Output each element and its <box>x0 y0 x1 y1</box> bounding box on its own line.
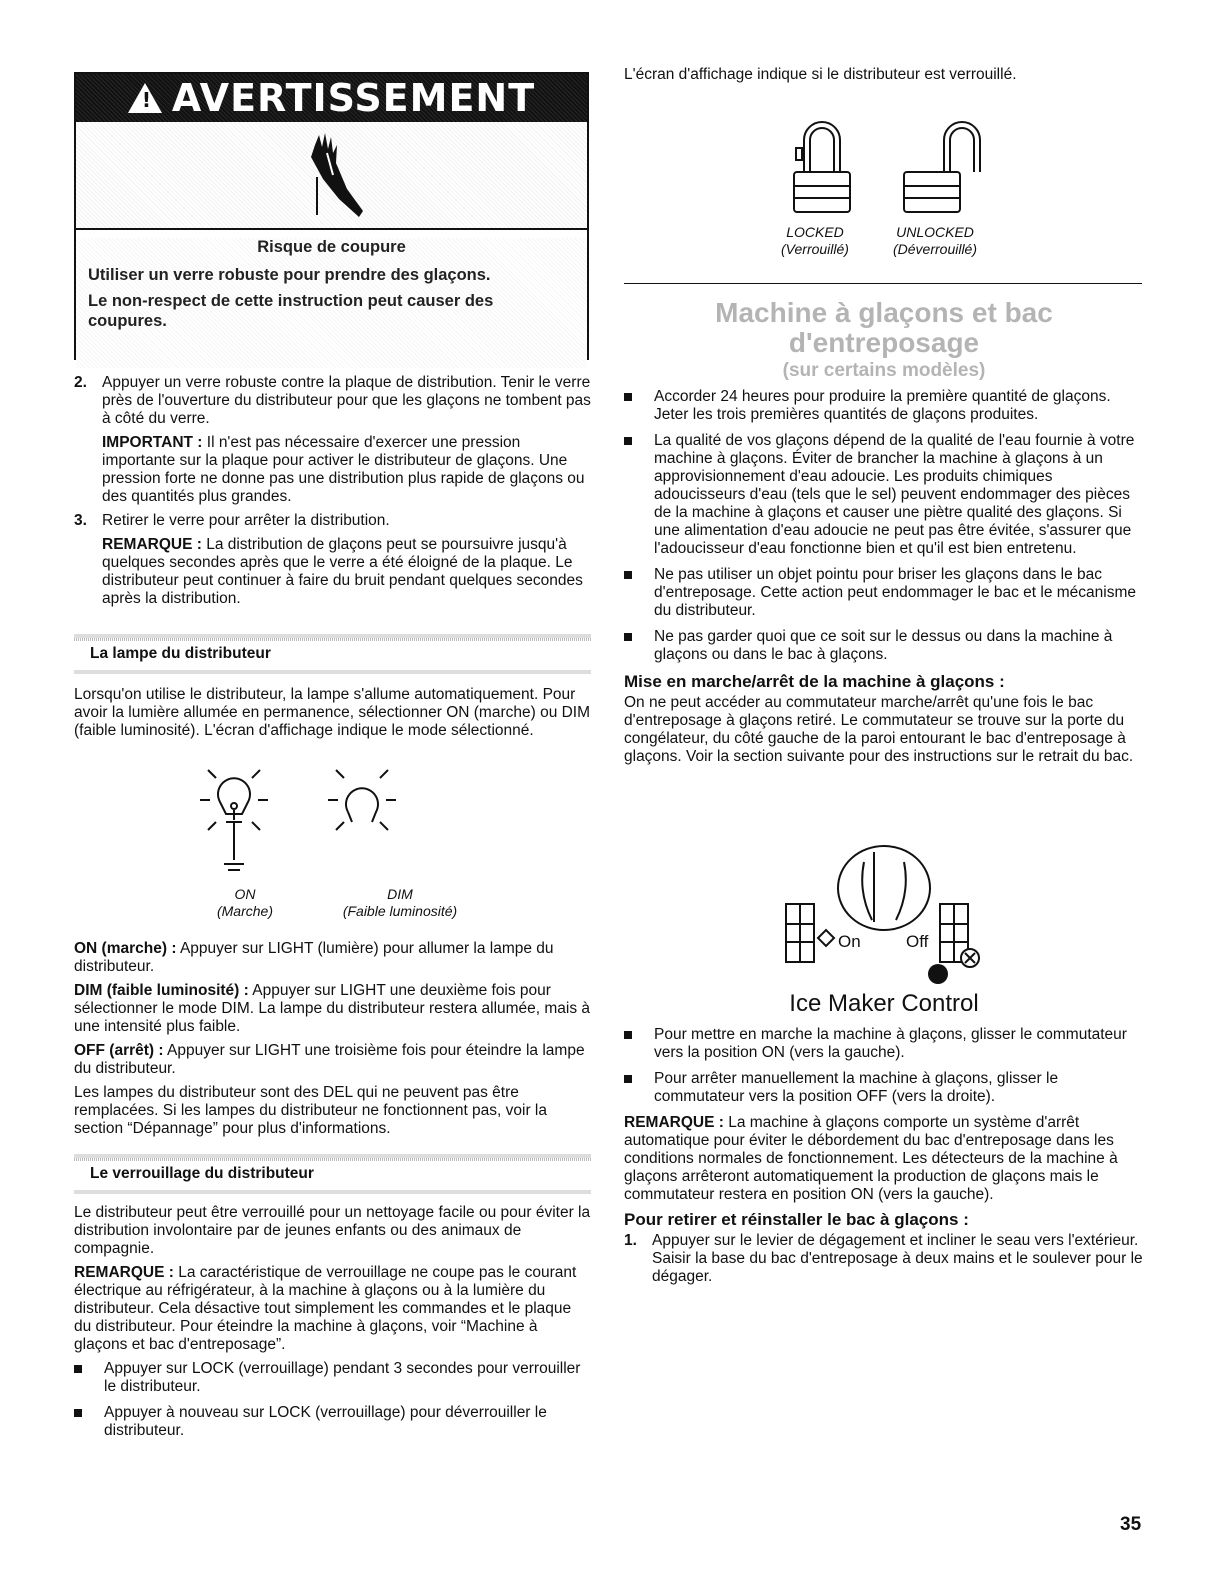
onoff-text: On ne peut accéder au commutateur marche/arrêt qu'une fois le bac d'entreposage à glaçons retiré. Le commutateur se trouve sur la porte du congélateur, du côté gauche de la paroi entourant le bac d'entreposage à glaçons. Voir la section suivante pour des instructions sur le retrait du bac. <box>624 694 1134 765</box>
lock-display-text: L'écran d'affichage indique si le distributeur est verrouillé. <box>624 66 1017 83</box>
divider <box>624 283 1142 284</box>
warning-header <box>76 74 587 122</box>
step-note: REMARQUE : La distribution de glaçons peut se poursuivre jusqu'à quelques secondes après que le verre a été éloigné de la plaque. Le distributeur peut continuer à faire du bruit pendant quelques secondes après la distribution. <box>102 536 583 607</box>
warning-header-text: AVERTISSEMENT <box>171 76 536 120</box>
step-number: 2. <box>74 374 87 391</box>
list-item: La qualité de vos glaçons dépend de la qualité de l'eau fournie à votre machine à glaçons. Éviter de brancher la machine à glaçons à un approvisionnement d'eau adoucie. Les produits chimiques adoucisseurs d'eau (tels que le sel) peuvent endommager des pièces de la machine à glaçons et causer une piètre qualité des glaçons. Si une alimentation d'eau adoucie ne peut pas être évitée, s'assurer que l'adoucisseur d'eau fonctionne bien et qu'il est bien entretenu. <box>624 432 1144 558</box>
warning-line2: Le non-respect de cette instruction peut causer des coupures. <box>88 292 494 330</box>
step-number: 3. <box>74 512 87 529</box>
dispense-steps <box>74 374 591 614</box>
step-item <box>74 512 591 608</box>
icemaker-switch-section <box>624 1026 1144 1292</box>
warning-title: Risque de coupure <box>257 238 406 256</box>
step-note: IMPORTANT : Il n'est pas nécessaire d'exercer une pression importante sur la plaque pour activer le distributeur de glaçons. Une pression forte ne donne pas une distribution plus rapide de glaçons ou des quantités plus grandes. <box>102 434 585 505</box>
list-item: Accorder 24 heures pour produire la première quantité de glaçons. Jeter les trois premières quantités de glaçons produites. <box>624 388 1144 424</box>
icemaker-section <box>624 298 1144 766</box>
lamp-heading: La lampe du distributeur <box>74 634 591 674</box>
warning-text <box>76 238 587 368</box>
remove-heading: Pour retirer et réinstaller le bac à glaçons : <box>624 1210 969 1229</box>
list-item: Appuyer sur LOCK (verrouillage) pendant 3 secondes pour verrouiller le distributeur. <box>74 1360 591 1396</box>
list-item: Ne pas utiliser un objet pointu pour briser les glaçons dans le bac d'entreposage. Cette action peut endommager le bac et le mécanisme du distributeur. <box>624 566 1144 620</box>
lock-note: REMARQUE : La caractéristique de verrouillage ne coupe pas le courant électrique au réfrigérateur, à la machine à glaçons ou à la lumière du distributeur. Cela désactive tout simplement les commandes et le plaque du distributeur. Pour éteindre la machine à glaçons, voir “Machine à glaçons et bac d'entreposage”. <box>74 1264 577 1353</box>
led-text: Les lampes du distributeur sont des DEL qui ne peuvent pas être remplacées. Si les lampes du distributeur ne fonctionnent pas, voir la section “Dépannage” pour plus d'informations. <box>74 1084 547 1137</box>
list-item: Pour arrêter manuellement la machine à glaçons, glisser le commutateur vers la position OFF (vers la droite). <box>624 1070 1144 1106</box>
step-item: 1. Appuyer sur le levier de dégagement et incliner le seau vers l'extérieur. Saisir la base du bac d'entreposage à deux mains et le soulever pour le dégager. <box>624 1232 1143 1285</box>
icemaker-subtitle: (sur certains modèles) <box>782 360 986 381</box>
step-item <box>74 374 591 506</box>
icemaker-switch-icon <box>780 842 1000 992</box>
icemaker-note: REMARQUE : La machine à glaçons comporte un système d'arrêt automatique pour éviter le débordement du bac d'entreposage dans les conditions normales de fonctionnement. Les détecteurs de la machine à glaçons arrêteront automatiquement la production de glaçons mais le commutateur restera en position ON (vers la gauche). <box>624 1114 1118 1203</box>
warning-box <box>74 72 589 360</box>
on-caption: ON (Marche) <box>216 886 273 919</box>
unlocked-caption: UNLOCKED (Déverrouillé) <box>892 224 978 257</box>
lock-status-icons <box>780 112 1010 222</box>
page-number: 35 <box>1120 1514 1142 1535</box>
on-mode-text: ON (marche) : Appuyer sur LIGHT (lumière) pour allumer la lampe du distributeur. <box>74 940 554 975</box>
step-text: Retirer le verre pour arrêter la distribution. <box>102 512 390 529</box>
lock-bullets <box>74 1360 591 1440</box>
lock-intro: Le distributeur peut être verrouillé pour un nettoyage facile ou pour éviter la distribution involontaire par de jeunes enfants ou des animaux de compagnie. <box>74 1204 591 1257</box>
icemaker-control-figure <box>780 842 1000 992</box>
list-item: Appuyer à nouveau sur LOCK (verrouillage) pour déverrouiller le distributeur. <box>74 1404 591 1440</box>
control-on-label: On <box>838 932 861 951</box>
locked-caption: LOCKED (Verrouillé) <box>781 224 849 257</box>
off-mode-text: OFF (arrêt) : Appuyer sur LIGHT une troisième fois pour éteindre la lampe du distributeur. <box>74 1042 585 1077</box>
cut-hand-icon <box>287 127 377 223</box>
lamp-modes-icon <box>190 760 470 880</box>
warning-line1: Utiliser un verre robuste pour prendre des glaçons. <box>88 266 491 284</box>
icemaker-bullets <box>624 388 1144 664</box>
lock-text <box>74 1204 591 1448</box>
dim-caption: DIM (Faible luminosité) <box>342 886 458 919</box>
lamp-intro: Lorsqu'on utilise le distributeur, la lampe s'allume automatiquement. Pour avoir la lumière allumée en permanence, sélectionner ON (marche) ou DIM (faible luminosité). L'écran d'affichage indique le mode sélectionné. <box>74 686 591 739</box>
warning-triangle-icon: ! <box>128 83 162 113</box>
onoff-heading: Mise en marche/arrêt de la machine à glaçons : <box>624 672 1005 691</box>
dim-mode-text: DIM (faible luminosité) : Appuyer sur LIGHT une deuxième fois pour sélectionner le mode DIM. La lampe du distributeur restera allumée, mais à une intensité plus faible. <box>74 982 591 1035</box>
icemaker-title: Machine à glaçons et bac d'entreposage <box>715 297 1053 358</box>
warning-pictogram <box>76 122 587 230</box>
control-off-label: Off <box>906 932 929 951</box>
switch-bullets <box>624 1026 1144 1106</box>
icemaker-control-caption: Ice Maker Control <box>789 990 979 1017</box>
step-text: Appuyer un verre robuste contre la plaque de distribution. Tenir le verre près de l'ouverture du distributeur pour que les glaçons ne tombent pas à côté du verre. <box>102 374 591 427</box>
list-item: Ne pas garder quoi que ce soit sur le dessus ou dans la machine à glaçons ou dans le bac à glaçons. <box>624 628 1144 664</box>
list-item: Pour mettre en marche la machine à glaçons, glisser le commutateur vers la position ON (vers la gauche). <box>624 1026 1144 1062</box>
lock-heading: Le verrouillage du distributeur <box>74 1154 591 1194</box>
lamp-modes-text <box>74 940 591 1138</box>
